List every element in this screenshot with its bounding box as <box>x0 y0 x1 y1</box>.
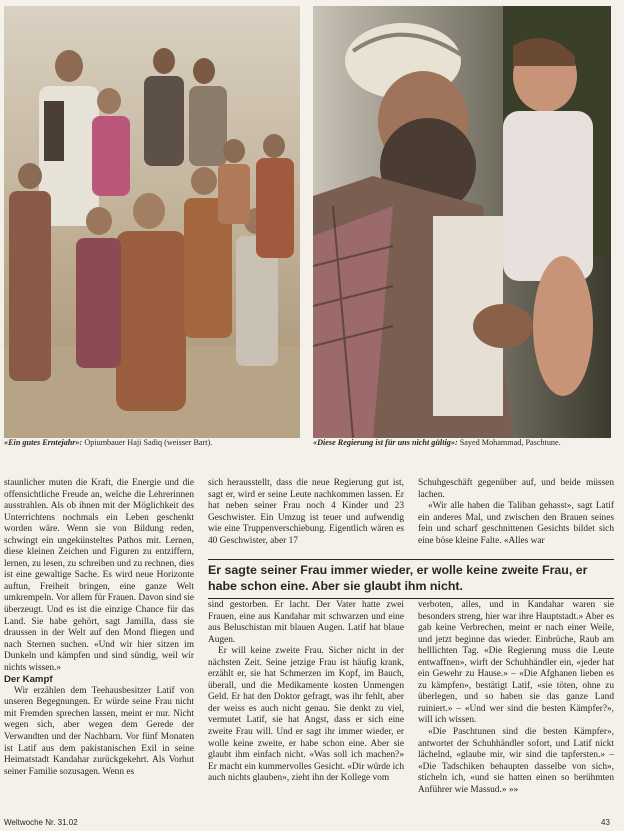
article-column-3-bottom <box>418 600 614 796</box>
photo-opium-farmer-family <box>4 6 300 438</box>
caption-left-text: Opiumbauer Haji Sadiq (weisser Bart). <box>82 438 213 447</box>
footer-publication: Weltwoche Nr. 31.02 <box>4 818 78 827</box>
caption-right-title: «Diese Regierung ist für uns nicht gültig»: <box>313 438 458 447</box>
pull-quote: Er sagte seiner Frau immer wieder, er wolle keine zweite Frau, er habe schon eine. Aber sie glaubt ihm nicht. <box>208 559 614 599</box>
photo-caption-right <box>313 437 561 448</box>
caption-right-text: Sayed Mohammad, Paschtune. <box>457 438 561 447</box>
paragraph: sind gestorben. Er lacht. Der Vater hatte zwei Frauen, eine aus Kandahar mit schwarzen und eine aus Beluschistan mit blauen Augen. Latif hat blaue Augen. <box>208 600 404 645</box>
article-column-3-top <box>418 478 614 547</box>
caption-left-title: «Ein gutes Erntejahr»: <box>4 438 83 447</box>
photo-man-with-child-image <box>313 6 611 438</box>
subheading-der-kampf: Der Kampf <box>4 674 53 686</box>
photo-opium-farmer-family-image <box>4 6 300 438</box>
paragraph: Er will keine zweite Frau. Sicher nicht in der nächsten Zeit. Seine jetzige Frau ist häufig krank, erzählt er, sie hat Schmerzen im Kopf, im Bauch, überall, und die Medikamente kosten Unmengen Geld. Er hat den Doktor gefragt, was ihr fehlt, aber der weiss es auch nicht genau. Sie denkt zu viel, vermutet Latif, sie hat Angst, dass er sich eine zweite Frau will. Und er sagt ihr immer wieder, er wolle keine zweite, er habe schon eine. Aber sie glaubt ihm einfach nicht. «Was soll ich machen?» Er macht ein kummervolles Gesicht. «Dir würde ich auch nichts glauben», zieht ihn der Kollege vom <box>208 646 404 784</box>
paragraph: «Wir alle haben die Taliban gehasst», sagt Latif ein anderes Mal, und zwischen den Brauen seines fein und scharf geschnittenen Gesichts bildet sich eine böse kleine Falte. «Alles war <box>418 501 614 546</box>
paragraph: sich herausstellt, dass die neue Regierung gut ist, sagt er, wird er seine Leute nachkommen lassen. Er hat neben seiner Frau noch 4 Kinder und 23 Geschwister. Ein Umzug ist teuer und aufwendig wie eine Truppenverschiebung. Eigentlich wären es 40 Geschwister, aber 17 <box>208 478 404 546</box>
page-number: 43 <box>601 818 610 827</box>
photo-man-with-child <box>313 6 611 438</box>
photo-caption-left <box>4 437 212 448</box>
paragraph: Wir erzählen dem Teehausbesitzer Latif von unseren Begegnungen. Er würde seine Frau nicht mit Fremden sprechen lassen, meint er nur. Nicht wegen sich, aber wegen dem Gerede der Verwandten und der Nachbarn. Vor fünf Monaten ist Latif aus dem pakistanischen Exil in seine Heimatstadt Kandahar zurückgekehrt. Als Vorhut seiner Familie sozusagen. Wenn es <box>4 685 194 777</box>
article-column-2-bottom <box>208 600 404 785</box>
paragraph: verboten, alles, und in Kandahar waren sie besonders streng, hier war ihre Hauptstadt.» Aber es gab keine Verbrechen, meint er nach einer Weile, und jetzt beginne das wieder. Einbrüche, Raub am helllichten Tag. «Die Regierung muss die Leute entwaffnen», wirft der Schuhhändler ein, «jeder hat ein Gewehr zu Hause.» – «Die Afghanen lieben es zu kämpfen», bestätigt Latif, «sie töten, ohne zu überlegen, und so haben sie das ganze Land ruiniert.» – «Und wer sind die besten Kämpfer?», will ich wissen. <box>418 600 614 726</box>
article-column-2-top <box>208 478 404 547</box>
paragraph: «Die Paschtunen sind die besten Kämpfer», antwortet der Schuhhändler sofort, und Latif nickt lächelnd, «glaube mir, wir sind die tapfersten.» – «Die Tadschiken behaupten dasselbe von sich», sticheln ich, «und sie hatten einen so berühmten Anführer wie Massud.» »» <box>418 727 614 795</box>
paragraph: staunlicher muten die Kraft, die Energie und die offensichtliche Freude an, welche die Lehrerinnen ausstrahlen. Als ob ihnen mit der Möglichkeit des Unterrichtens nochmals ein Leben geschenkt worden wäre. Wenn sie von Bildung reden, schwingt ein ungekünsteltes Pathos mit. Lernen, diese kleinen Zeichen und Figuren zu entziffern, lernen, zu lesen, zu schreiben und zu rechnen, dies ist eine gewaltige Sache. Es wird neue Horizonte auftun, Freiheit bringen, eine ganze Welt umkrempeln. Vor allem für Frauen. Davon sind sie überzeugt. Und es ist die einzige Chance für das Land. Sie habe gehört, sagt Jamilla, dass sie draussen in der Welt auf den Mond fliegen und nach Sternen suchen. «Und wir hier sitzen im Dunkeln und kämpfen und sind sündig, weil wir nichts wissen.» <box>4 478 194 673</box>
paragraph: Schuhgeschäft gegenüber auf, und beide müssen lachen. <box>418 478 614 500</box>
article-column-1 <box>4 478 194 778</box>
